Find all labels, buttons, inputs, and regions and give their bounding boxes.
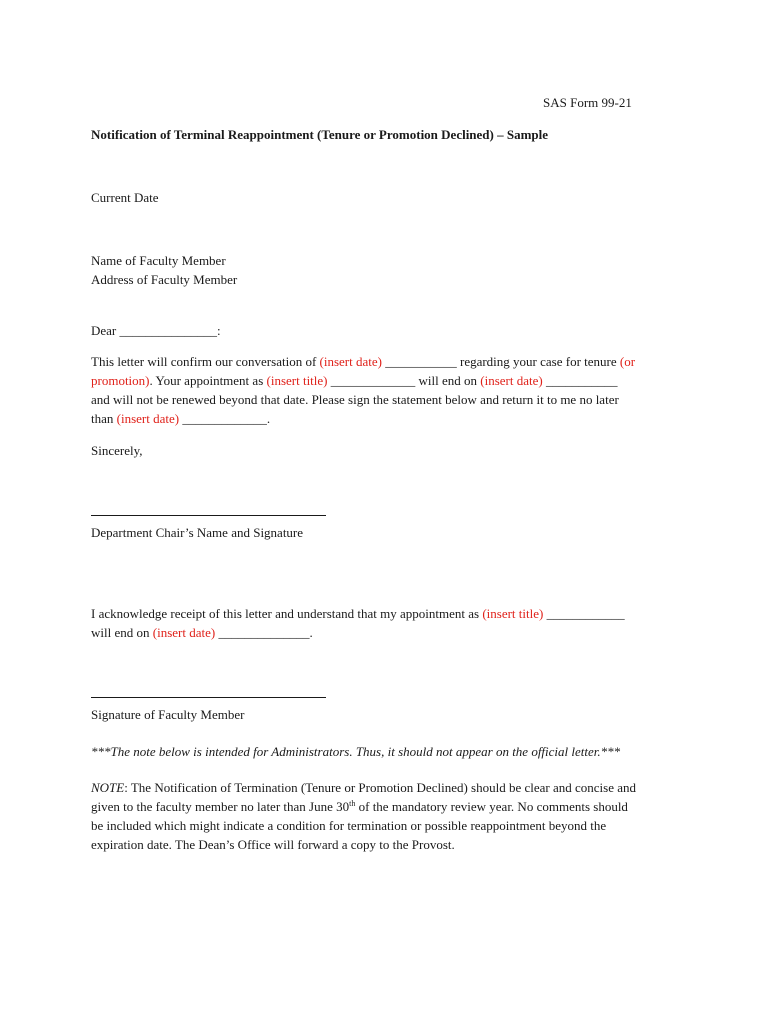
acknowledgment-line-1: I acknowledge receipt of this letter and understand that my appointment as (insert title) ____________ — [91, 606, 625, 621]
current-date: Current Date — [91, 190, 159, 205]
note-line-1: NOTE: The Notification of Termination (Tenure or Promotion Declined) should be clear and concise and — [91, 780, 637, 795]
acknowledgment-line-2: will end on (insert date) ______________. — [91, 625, 313, 640]
ordinal-superscript: th — [349, 799, 356, 808]
chair-signature-label: Department Chair’s Name and Signature — [91, 525, 304, 540]
admin-note: ***The note below is intended for Administrators. Thus, it should not appear on the official letter.*** — [91, 744, 621, 759]
body-line-2: promotion). Your appointment as (insert title) _____________ will end on (insert date) ___________ — [91, 373, 618, 388]
note-line-4: expiration date. The Dean’s Office will forward a copy to the Provost. — [91, 837, 455, 852]
insert-date-placeholder: (insert date) — [152, 625, 216, 640]
note-line-3: be included which might indicate a condition for termination or possible reappointment beyond the — [91, 818, 607, 833]
insert-date-placeholder: (insert date) — [319, 354, 382, 369]
salutation: Dear _______________: — [91, 323, 221, 338]
body-line-1: This letter will confirm our conversation of (insert date) ___________ regarding your case for tenure (or — [91, 354, 636, 369]
insert-title-placeholder: (insert title) — [482, 606, 544, 621]
note-line-2: given to the faculty member no later than June 30th of the mandatory review year. No comments should — [91, 799, 628, 814]
or-placeholder: (or — [619, 354, 636, 369]
insert-date-placeholder: (insert date) — [480, 373, 543, 388]
chair-signature-line — [91, 515, 326, 516]
insert-title-placeholder: (insert title) — [266, 373, 328, 388]
body-line-4: than (insert date) _____________. — [91, 411, 271, 426]
promotion-placeholder: promotion) — [91, 373, 150, 388]
faculty-signature-line — [91, 697, 326, 698]
form-number: SAS Form 99-21 — [543, 95, 632, 110]
body-line-3: and will not be renewed beyond that date. Please sign the statement below and return it to me no later — [91, 392, 619, 407]
recipient-address: Address of Faculty Member — [91, 272, 238, 287]
recipient-name: Name of Faculty Member — [91, 253, 226, 268]
closing: Sincerely, — [91, 443, 143, 458]
faculty-signature-label: Signature of Faculty Member — [91, 707, 245, 722]
note-label: NOTE — [91, 780, 125, 795]
insert-date-placeholder: (insert date) — [116, 411, 180, 426]
document-title: Notification of Terminal Reappointment (Tenure or Promotion Declined) – Sample — [91, 127, 549, 142]
